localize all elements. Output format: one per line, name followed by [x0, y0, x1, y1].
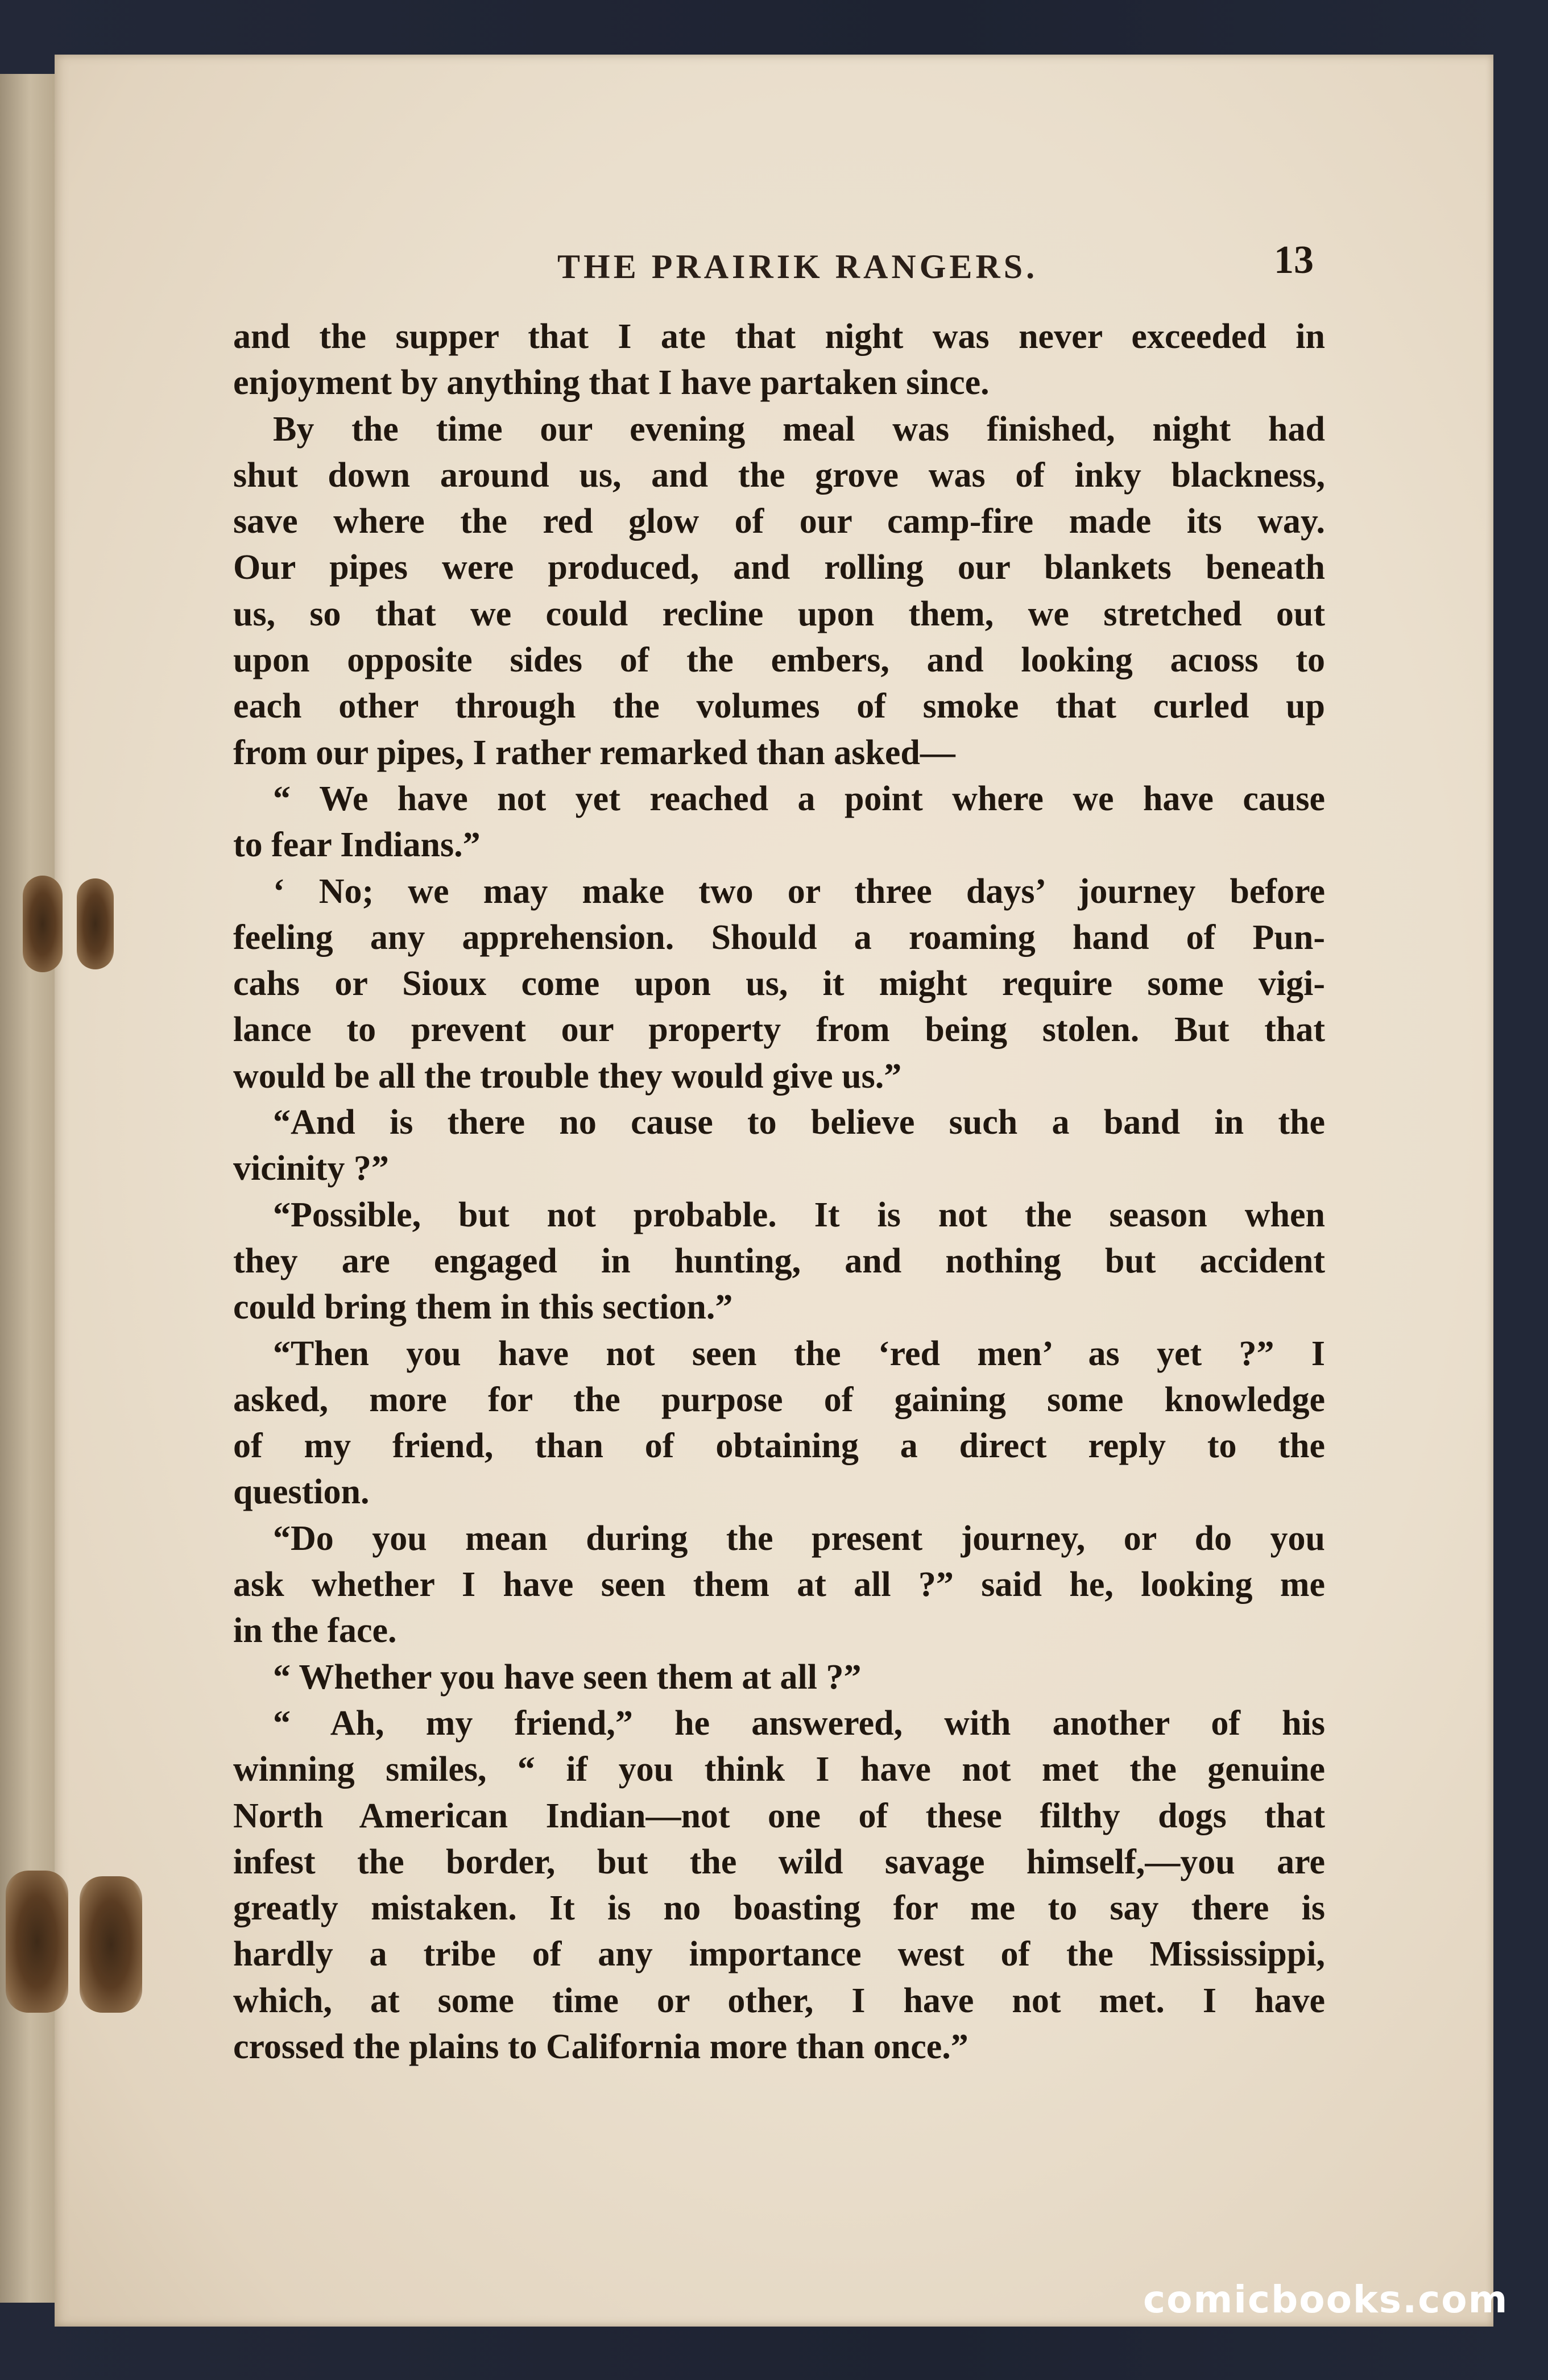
text-line: they are engaged in hunting, and nothing but accident [233, 1241, 1325, 1280]
running-head: THE PRAIRIK RANGERS. [557, 248, 1038, 285]
text-line: which, at some time or other, I have not met. I have [233, 1981, 1325, 2020]
text-line: to fear Indians.” [233, 826, 481, 865]
text-line: enjoyment by anything that I have partaken since. [233, 363, 990, 403]
text-line: from our pipes, I rather remarked than asked— [233, 733, 955, 772]
text-line: “And is there no cause to believe such a band in the [273, 1103, 1325, 1142]
watermark: comicbooks.com [1143, 2278, 1509, 2321]
text-line: feeling any apprehension. Should a roaming hand of Pun- [233, 918, 1325, 957]
text-line: hardly a tribe of any importance west of the Mississippi, [233, 1935, 1325, 1974]
text-line: save where the red glow of our camp-fire made its way. [233, 502, 1325, 541]
text-line: us, so that we could recline upon them, we stretched out [233, 594, 1325, 633]
binding-thread-mark [6, 1871, 68, 2013]
page-number: 13 [1274, 238, 1314, 282]
text-line: shut down around us, and the grove was of inky blackness, [233, 455, 1325, 495]
text-line: ‘ No; we may make two or three days’ journey before [273, 872, 1325, 911]
text-line: “ Whether you have seen them at all ?” [273, 1657, 862, 1697]
text-line: would be all the trouble they would give us.” [233, 1056, 902, 1096]
text-line: North American Indian—not one of these filthy dogs that [233, 1796, 1325, 1835]
text-line: cahs or Sioux come upon us, it might require some vigi- [233, 964, 1325, 1004]
text-line: crossed the plains to California more than once.” [233, 2027, 968, 2066]
text-line: in the face. [233, 1611, 397, 1651]
text-line: “Do you mean during the present journey, or do you [273, 1519, 1325, 1558]
binding-thread-mark [23, 876, 63, 972]
text-line: greatly mistaken. It is no boasting for me to say there is [233, 1889, 1325, 1928]
text-line: ask whether I have seen them at all ?” said he, looking me [233, 1565, 1325, 1604]
text-line: question. [233, 1473, 370, 1512]
text-line: Our pipes were produced, and rolling our blankets beneath [233, 548, 1325, 587]
text-line: of my friend, than of obtaining a direct reply to the [233, 1427, 1325, 1466]
text-line: infest the border, but the wild savage himself,—you are [233, 1842, 1325, 1881]
text-line: vicinity ?” [233, 1149, 389, 1188]
text-line: asked, more for the purpose of gaining some knowledge [233, 1380, 1325, 1419]
body-text [233, 314, 1325, 2070]
text-line: “ Ah, my friend,” he answered, with another of his [273, 1703, 1325, 1743]
text-line: winning smiles, “ if you think I have not met the genuine [233, 1750, 1325, 1789]
binding-thread-mark [77, 878, 114, 969]
text-line: each other through the volumes of smoke that curled up [233, 687, 1325, 726]
text-line: could bring them in this section.” [233, 1288, 733, 1327]
text-line: “Possible, but not probable. It is not the season when [273, 1195, 1325, 1234]
text-line: and the supper that I ate that night was never exceeded in [233, 317, 1325, 356]
binding-thread-mark [80, 1876, 142, 2013]
text-line: upon opposite sides of the embers, and looking acıoss to [233, 641, 1325, 680]
text-line: By the time our evening meal was finished, night had [273, 409, 1325, 449]
text-line: “Then you have not seen the ‘red men’ as yet ?” I [273, 1334, 1325, 1373]
text-line: lance to prevent our property from being stolen. But that [233, 1010, 1325, 1050]
text-line: “ We have not yet reached a point where we have cause [273, 779, 1325, 818]
